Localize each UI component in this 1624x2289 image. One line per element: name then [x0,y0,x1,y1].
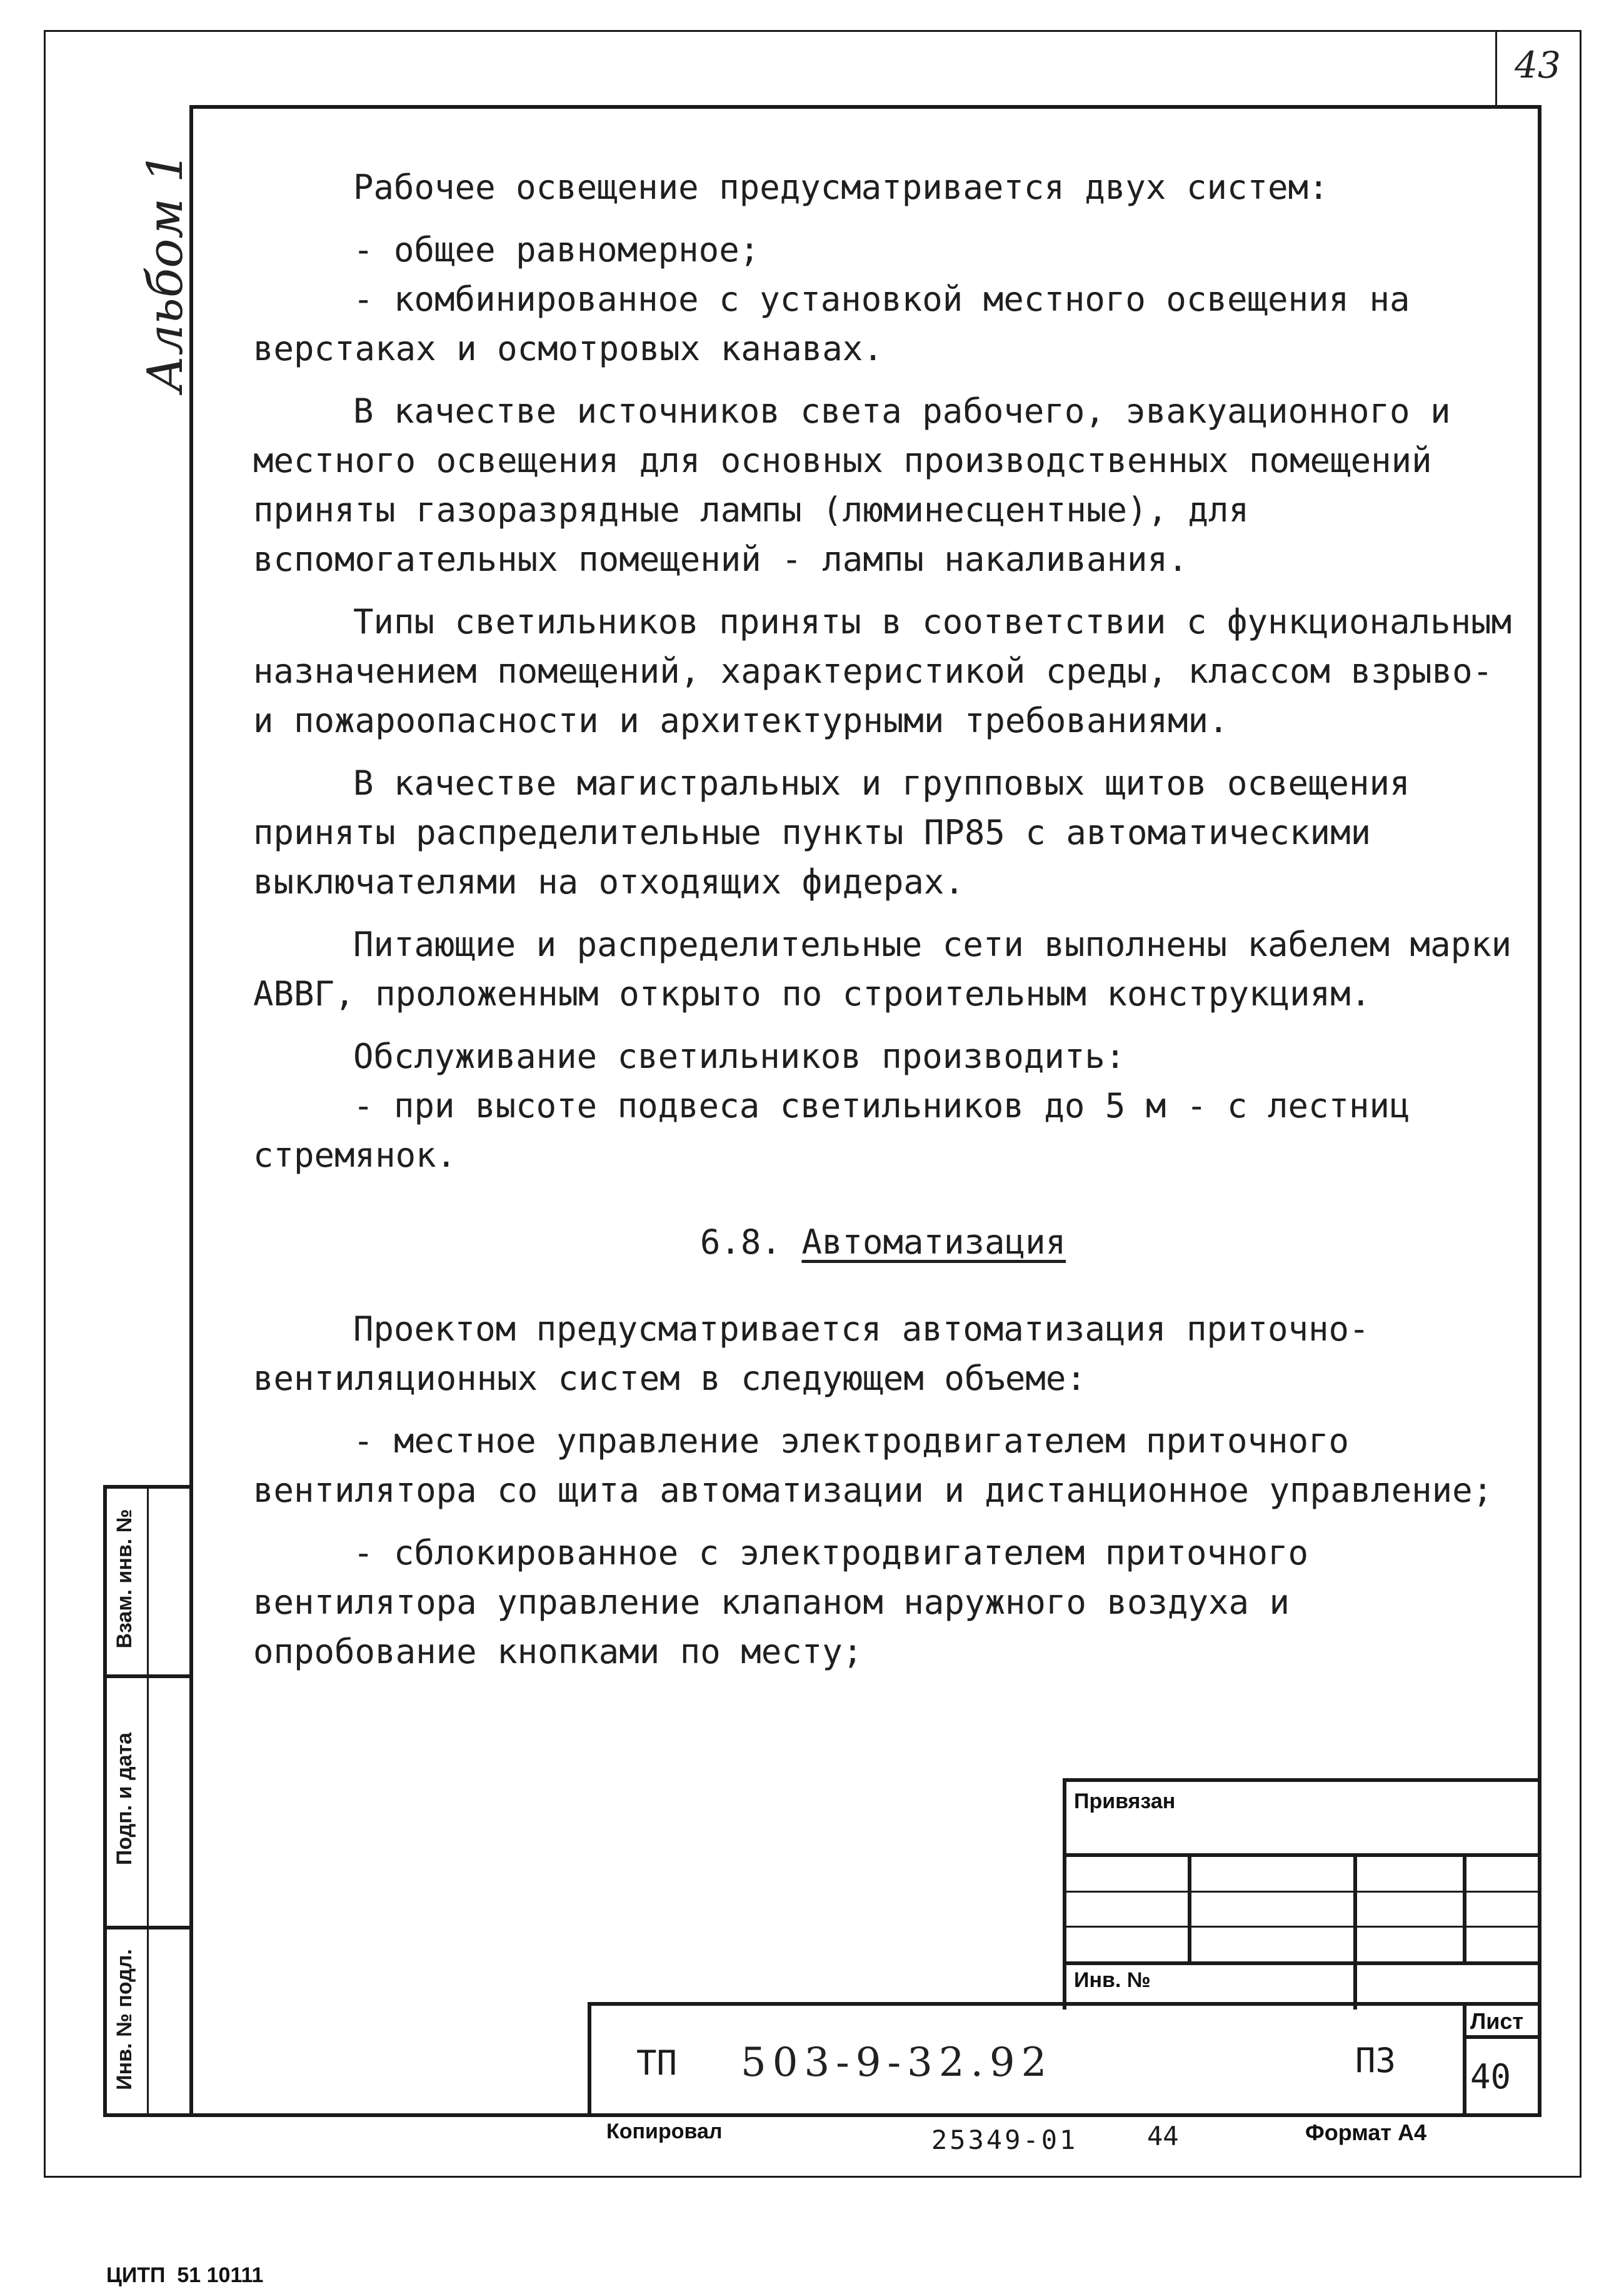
section-number: 6.8. [699,1222,781,1262]
paragraph: В качестве магистральных и групповых щитов освещения приняты распределительные пункты ПР85 с автоматическими выключателями на отходящих фидерах. [253,763,1410,902]
doc-type: ПЗ [1355,2041,1396,2080]
section-heading [253,1217,1513,1267]
privyazan-label: Привязан [1074,1789,1176,1813]
list-item [253,274,1513,373]
sheet-label: Лист [1470,2008,1524,2034]
list-item: - местное управление электродвигателем приточного вентилятора со щита автоматизации и дистанционное управление; [253,1421,1493,1510]
list-item-text: - комбинированное с установкой местного освещения на верстаках и осмотровых канавах. [253,279,1410,368]
copy-number: 44 [1147,2121,1179,2151]
format-label: Формат А4 [1305,2120,1427,2145]
stamp-inv-podl: Инв. № подл. [113,1949,136,2090]
paragraph: Типы светильников приняты в соответствии с функциональным назначением помещений, характеристикой среды, классом взрыво- и пожароопасности и архитектурными требованиями. [253,602,1512,740]
paragraph: Обслуживание светильников производить: [353,1037,1126,1076]
album-label: Альбом 1 [138,151,194,393]
sheet-number: 40 [1470,2057,1511,2096]
paragraph: Проектом предусматривается автоматизация приточно-вентиляционных систем в следующем объеме: [253,1309,1370,1398]
doc-code: 503-9-32.92 [741,2040,1053,2086]
section-title: Автоматизация [801,1222,1066,1262]
list-item: - при высоте подвеса светильников до 5 м - с лестниц стремянок. [253,1086,1410,1175]
order-number: 25349-01 [931,2125,1078,2155]
stamp-vzam-inv: Взам. инв. № [113,1509,136,1649]
paragraph: В качестве источников света рабочего, эвакуационного и местного освещения для основных производственных помещений приняты газоразрядные лампы (люминесцентные), для вспомогательных помещений - лампы накаливания. [253,391,1451,579]
list-item: - общее равномерное; [353,230,760,269]
doc-prefix: ТП [636,2043,678,2083]
stamp-podp-data: Подп. и дата [113,1732,136,1866]
paragraph: Питающие и распределительные сети выполнены кабелем марки АВВГ, проложенным открыто по строительным конструкциям. [253,925,1512,1014]
printer-label: ЦИТП 51 10111 [106,2263,264,2287]
paragraph: Рабочее освещение предусматривается двух систем: [353,168,1329,207]
list-item: - сблокированное с электродвигателем приточного вентилятора управление клапаном наружного воздуха и опробование кнопками по месту; [253,1533,1309,1671]
inv-no-label: Инв. № [1074,1968,1151,1992]
document-body [253,163,1513,1689]
kopiroval-label: Копировал [606,2120,723,2143]
page-number: 43 [1515,44,1561,86]
